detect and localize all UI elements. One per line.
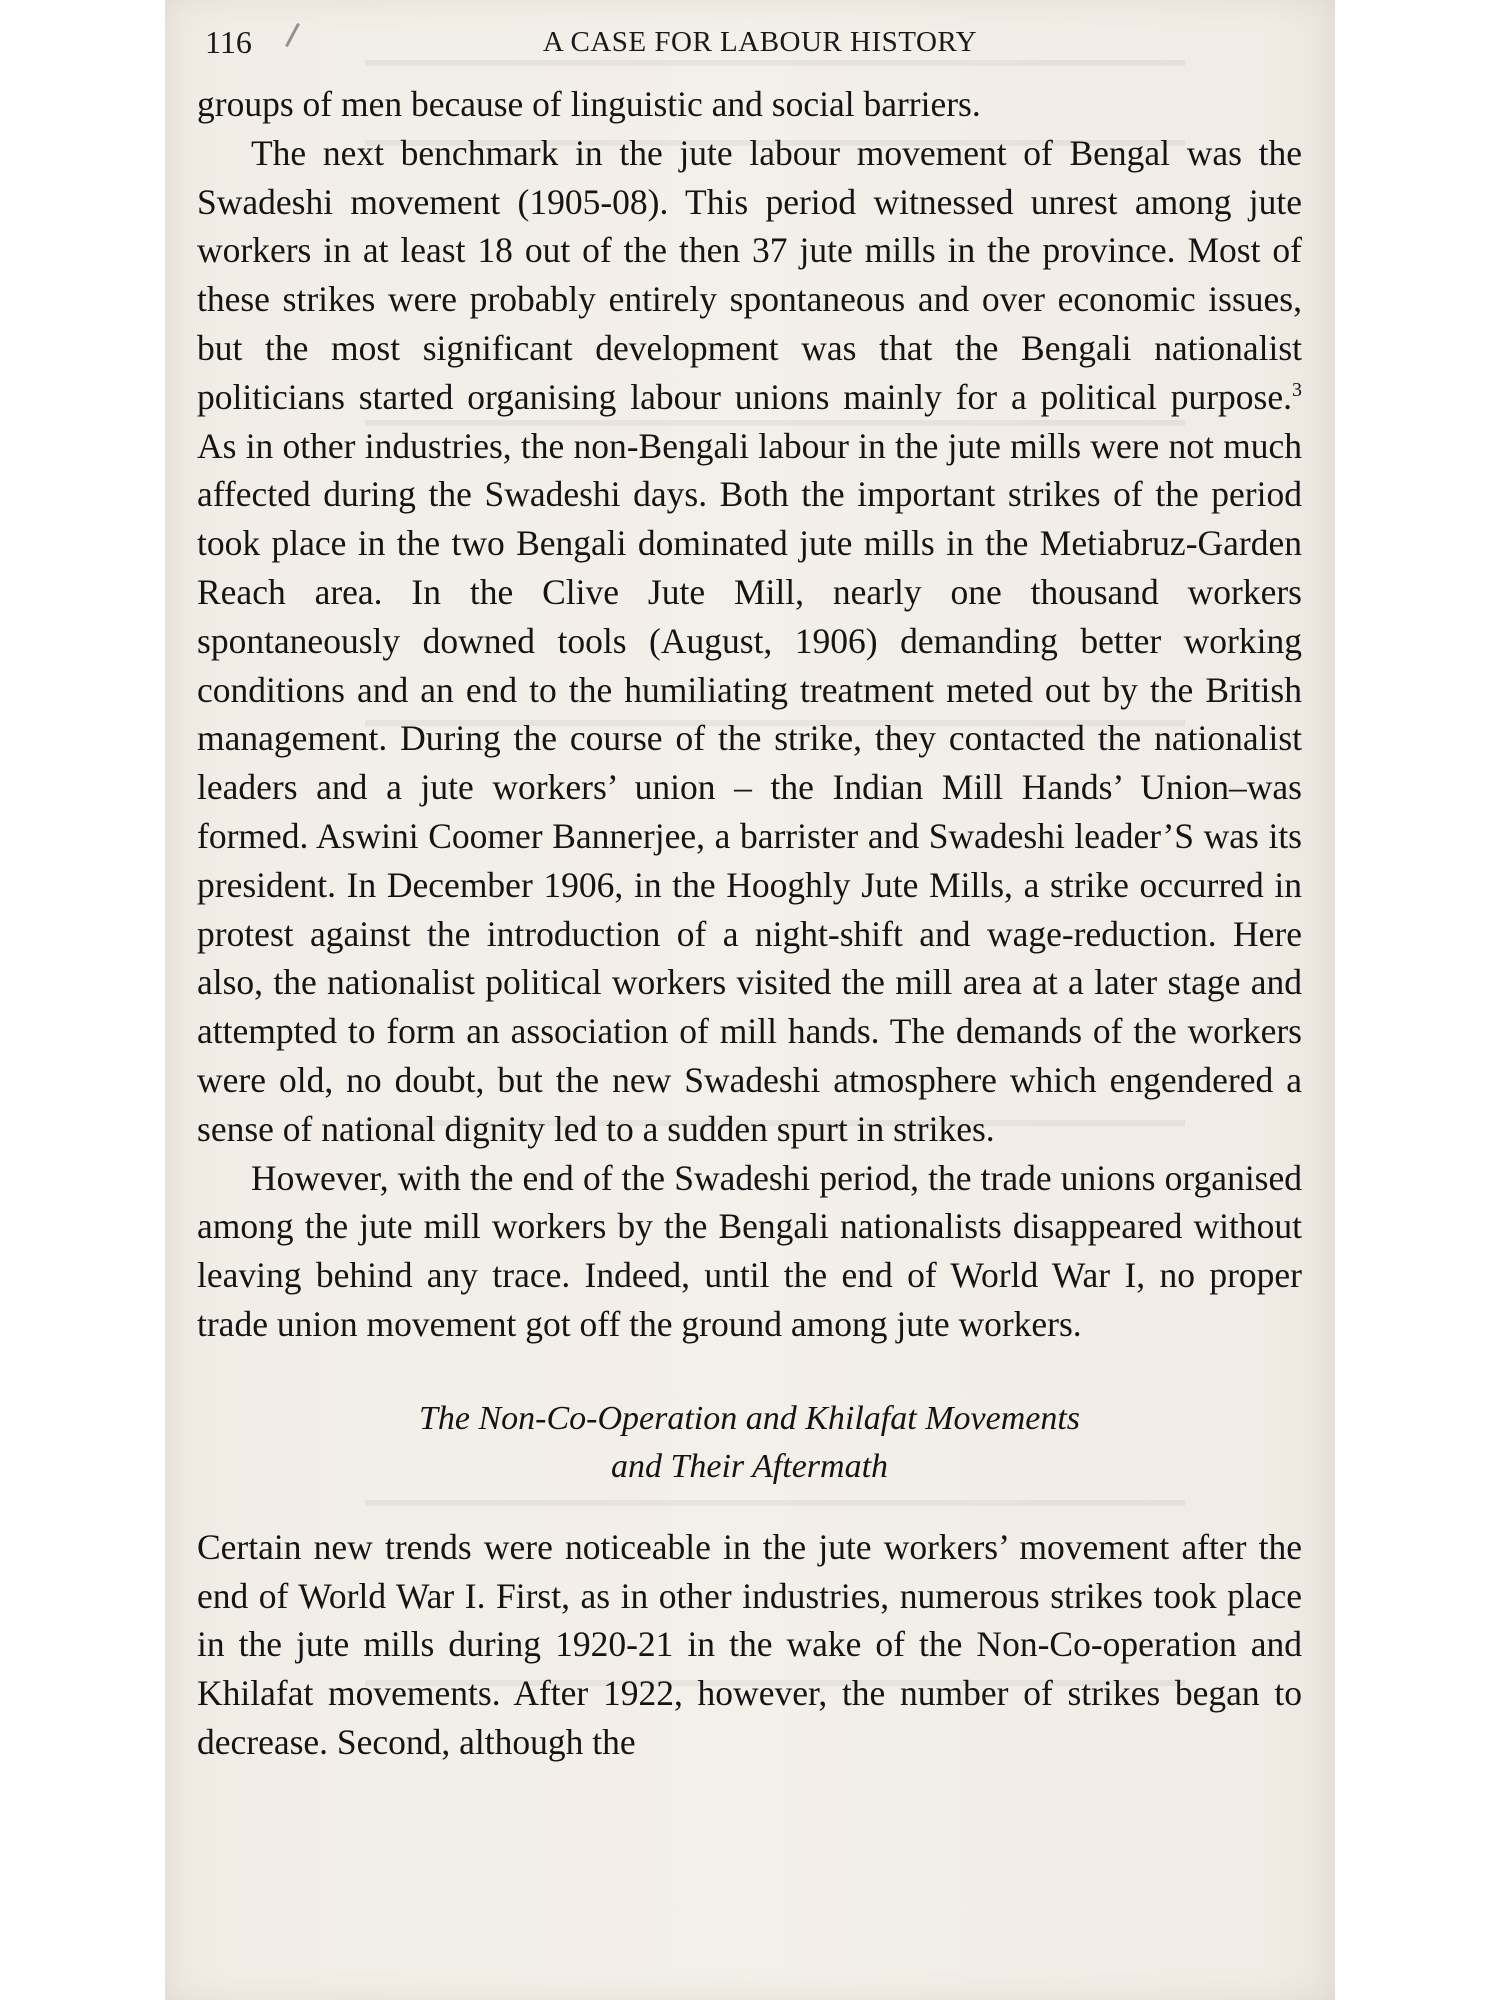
- page-header: [205, 22, 1315, 66]
- section-heading-line-1: The Non-Co-Operation and Khilafat Movements: [418, 1399, 1081, 1437]
- paragraph-continued: groups of men because of linguistic and social barriers.: [197, 84, 981, 124]
- paragraph-new-trends: Certain new trends were noticeable in the jute workers’ movement after the end of World War I. First, as in other industries, numerous strikes took place in the jute mills during 1920-21 in the wake of the Non-Co-operation and Khilafat movements. After 1922, however, the number of strikes began to decrease. Second, although the: [197, 1526, 1302, 1762]
- section-heading: [197, 1395, 1302, 1491]
- paragraph-text: As in other industries, the non-Bengali labour in the jute mills were not much affected during the Swadeshi days. Both the important strikes of the period took place in the two Bengali dominated jute mills in the Metiabruz-Garden Reach area. In the Clive Jute Mill, nearly one thousand workers spontaneously downed tools (August, 1906) demanding better working conditions and an end to the humiliating treatment meted out by the British management. During the course of the strike, they contacted the nationalist leaders and a jute workers’ union – the Indian Mill Hands’ Union–was formed. Aswini Coomer Bannerjee, a barrister and Swadeshi leader’S was its president. In December 1906, in the Hooghly Jute Mills, a strike occurred in protest against the introduction of a night-shift and wage-reduction. Here also, the nationalist political workers visited the mill area at a later stage and attempted to form an association of mill hands. The demands of the workers were old, no doubt, but the new Swadeshi atmosphere which engendered a sense of national dignity led to a sudden spurt in strikes.: [197, 425, 1302, 1149]
- paragraph-text: The next benchmark in the jute labour movement of Bengal was the Swadeshi movement (1905-08). This period witnessed unrest among jute workers in at least 18 out of the then 37 jute mills in the province. Most of these strikes were probably entirely spontaneous and over economic issues, but the most significant development was that the Bengali nationalist politicians started organising labour unions mainly for a political purpose.: [197, 132, 1302, 417]
- book-page: [165, 0, 1335, 2000]
- running-head: A CASE FOR LABOUR HISTORY: [542, 26, 978, 58]
- paragraph-swadeshi: [197, 129, 1302, 1154]
- page-body: [197, 80, 1302, 1767]
- section-heading-line-2: and Their Aftermath: [610, 1447, 889, 1485]
- footnote-reference: 3: [1292, 378, 1302, 401]
- page-number: 116: [205, 24, 252, 60]
- paragraph-aftermath: However, with the end of the Swadeshi period, the trade unions organised among the jute mill workers by the Bengali nationalists disappeared without leaving behind any trace. Indeed, until the end of World War I, no proper trade union movement got off the ground among jute workers.: [197, 1157, 1302, 1344]
